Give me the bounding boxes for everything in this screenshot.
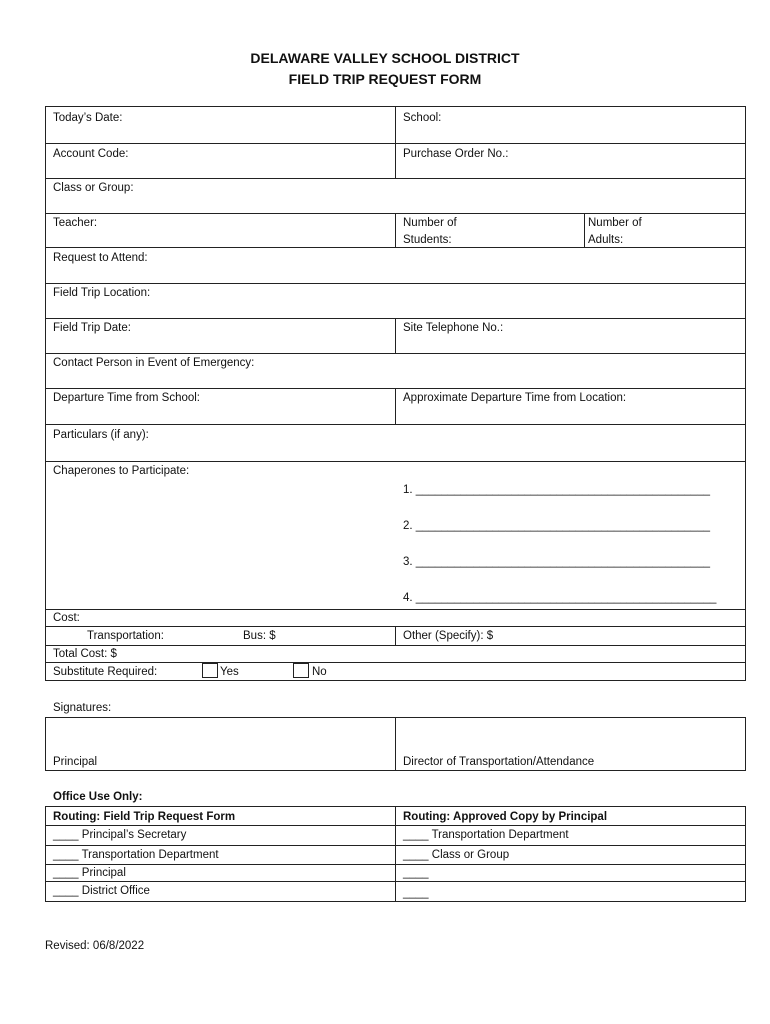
- routing-item: ____: [403, 867, 429, 879]
- bus-cost-label: Bus: $: [243, 630, 276, 642]
- routing-item: ____ Principal’s Secretary: [53, 829, 187, 841]
- num-adults-label-2: Adults:: [588, 234, 624, 246]
- purchase-order-label: Purchase Order No.:: [403, 148, 509, 160]
- other-cost-label: Other (Specify): $: [403, 630, 494, 642]
- teacher-label: Teacher:: [53, 217, 98, 229]
- signatures-label: Signatures:: [53, 702, 112, 714]
- chaperone-line: 4. _______________________________________________: [403, 592, 717, 604]
- routing-item: ____: [403, 887, 429, 899]
- district-title: DELAWARE VALLEY SCHOOL DISTRICT: [250, 50, 520, 66]
- yes-label: Yes: [220, 666, 239, 678]
- office-use-label: Office Use Only:: [53, 791, 143, 803]
- routing-item: ____ Transportation Department: [403, 829, 569, 841]
- form-title: FIELD TRIP REQUEST FORM: [288, 71, 482, 87]
- account-code-label: Account Code:: [53, 148, 129, 160]
- num-students-label-2: Students:: [403, 234, 452, 246]
- substitute-no-checkbox[interactable]: [293, 663, 309, 678]
- class-group-label: Class or Group:: [53, 182, 134, 194]
- num-students-label-1: Number of: [403, 217, 457, 229]
- school-label: School:: [403, 112, 442, 124]
- departure-location-label: Approximate Departure Time from Location:: [403, 392, 627, 404]
- total-cost-label: Total Cost: $: [53, 648, 117, 660]
- trip-date-label: Field Trip Date:: [53, 322, 131, 334]
- site-telephone-label: Site Telephone No.:: [403, 322, 504, 334]
- particulars-label: Particulars (if any):: [53, 429, 149, 441]
- cost-label: Cost:: [53, 612, 80, 624]
- chaperones-label: Chaperones to Participate:: [53, 465, 190, 477]
- todays-date-label: Today’s Date:: [53, 112, 123, 124]
- substitute-label: Substitute Required:: [53, 666, 158, 678]
- principal-signature-label: Principal: [53, 756, 98, 768]
- trip-location-label: Field Trip Location:: [53, 287, 151, 299]
- request-attend-label: Request to Attend:: [53, 252, 148, 264]
- routing-item: ____ Class or Group: [403, 849, 510, 861]
- num-adults-label-1: Number of: [588, 217, 642, 229]
- director-signature-label: Director of Transportation/Attendance: [403, 756, 595, 768]
- chaperone-line: 2. ______________________________________________: [403, 520, 710, 532]
- revised-date: Revised: 06/8/2022: [45, 940, 145, 952]
- substitute-yes-checkbox[interactable]: [202, 663, 218, 678]
- transportation-label: Transportation:: [87, 630, 164, 642]
- routing-request-header: Routing: Field Trip Request Form: [53, 811, 236, 823]
- departure-school-label: Departure Time from School:: [53, 392, 201, 404]
- routing-item: ____ Principal: [53, 867, 126, 879]
- chaperone-line: 1. ______________________________________________: [403, 484, 710, 496]
- chaperone-line: 3. ______________________________________________: [403, 556, 710, 568]
- no-label: No: [312, 666, 327, 678]
- contact-person-label: Contact Person in Event of Emergency:: [53, 357, 255, 369]
- routing-item: ____ Transportation Department: [53, 849, 219, 861]
- routing-approved-header: Routing: Approved Copy by Principal: [403, 811, 608, 823]
- routing-item: ____ District Office: [53, 885, 150, 897]
